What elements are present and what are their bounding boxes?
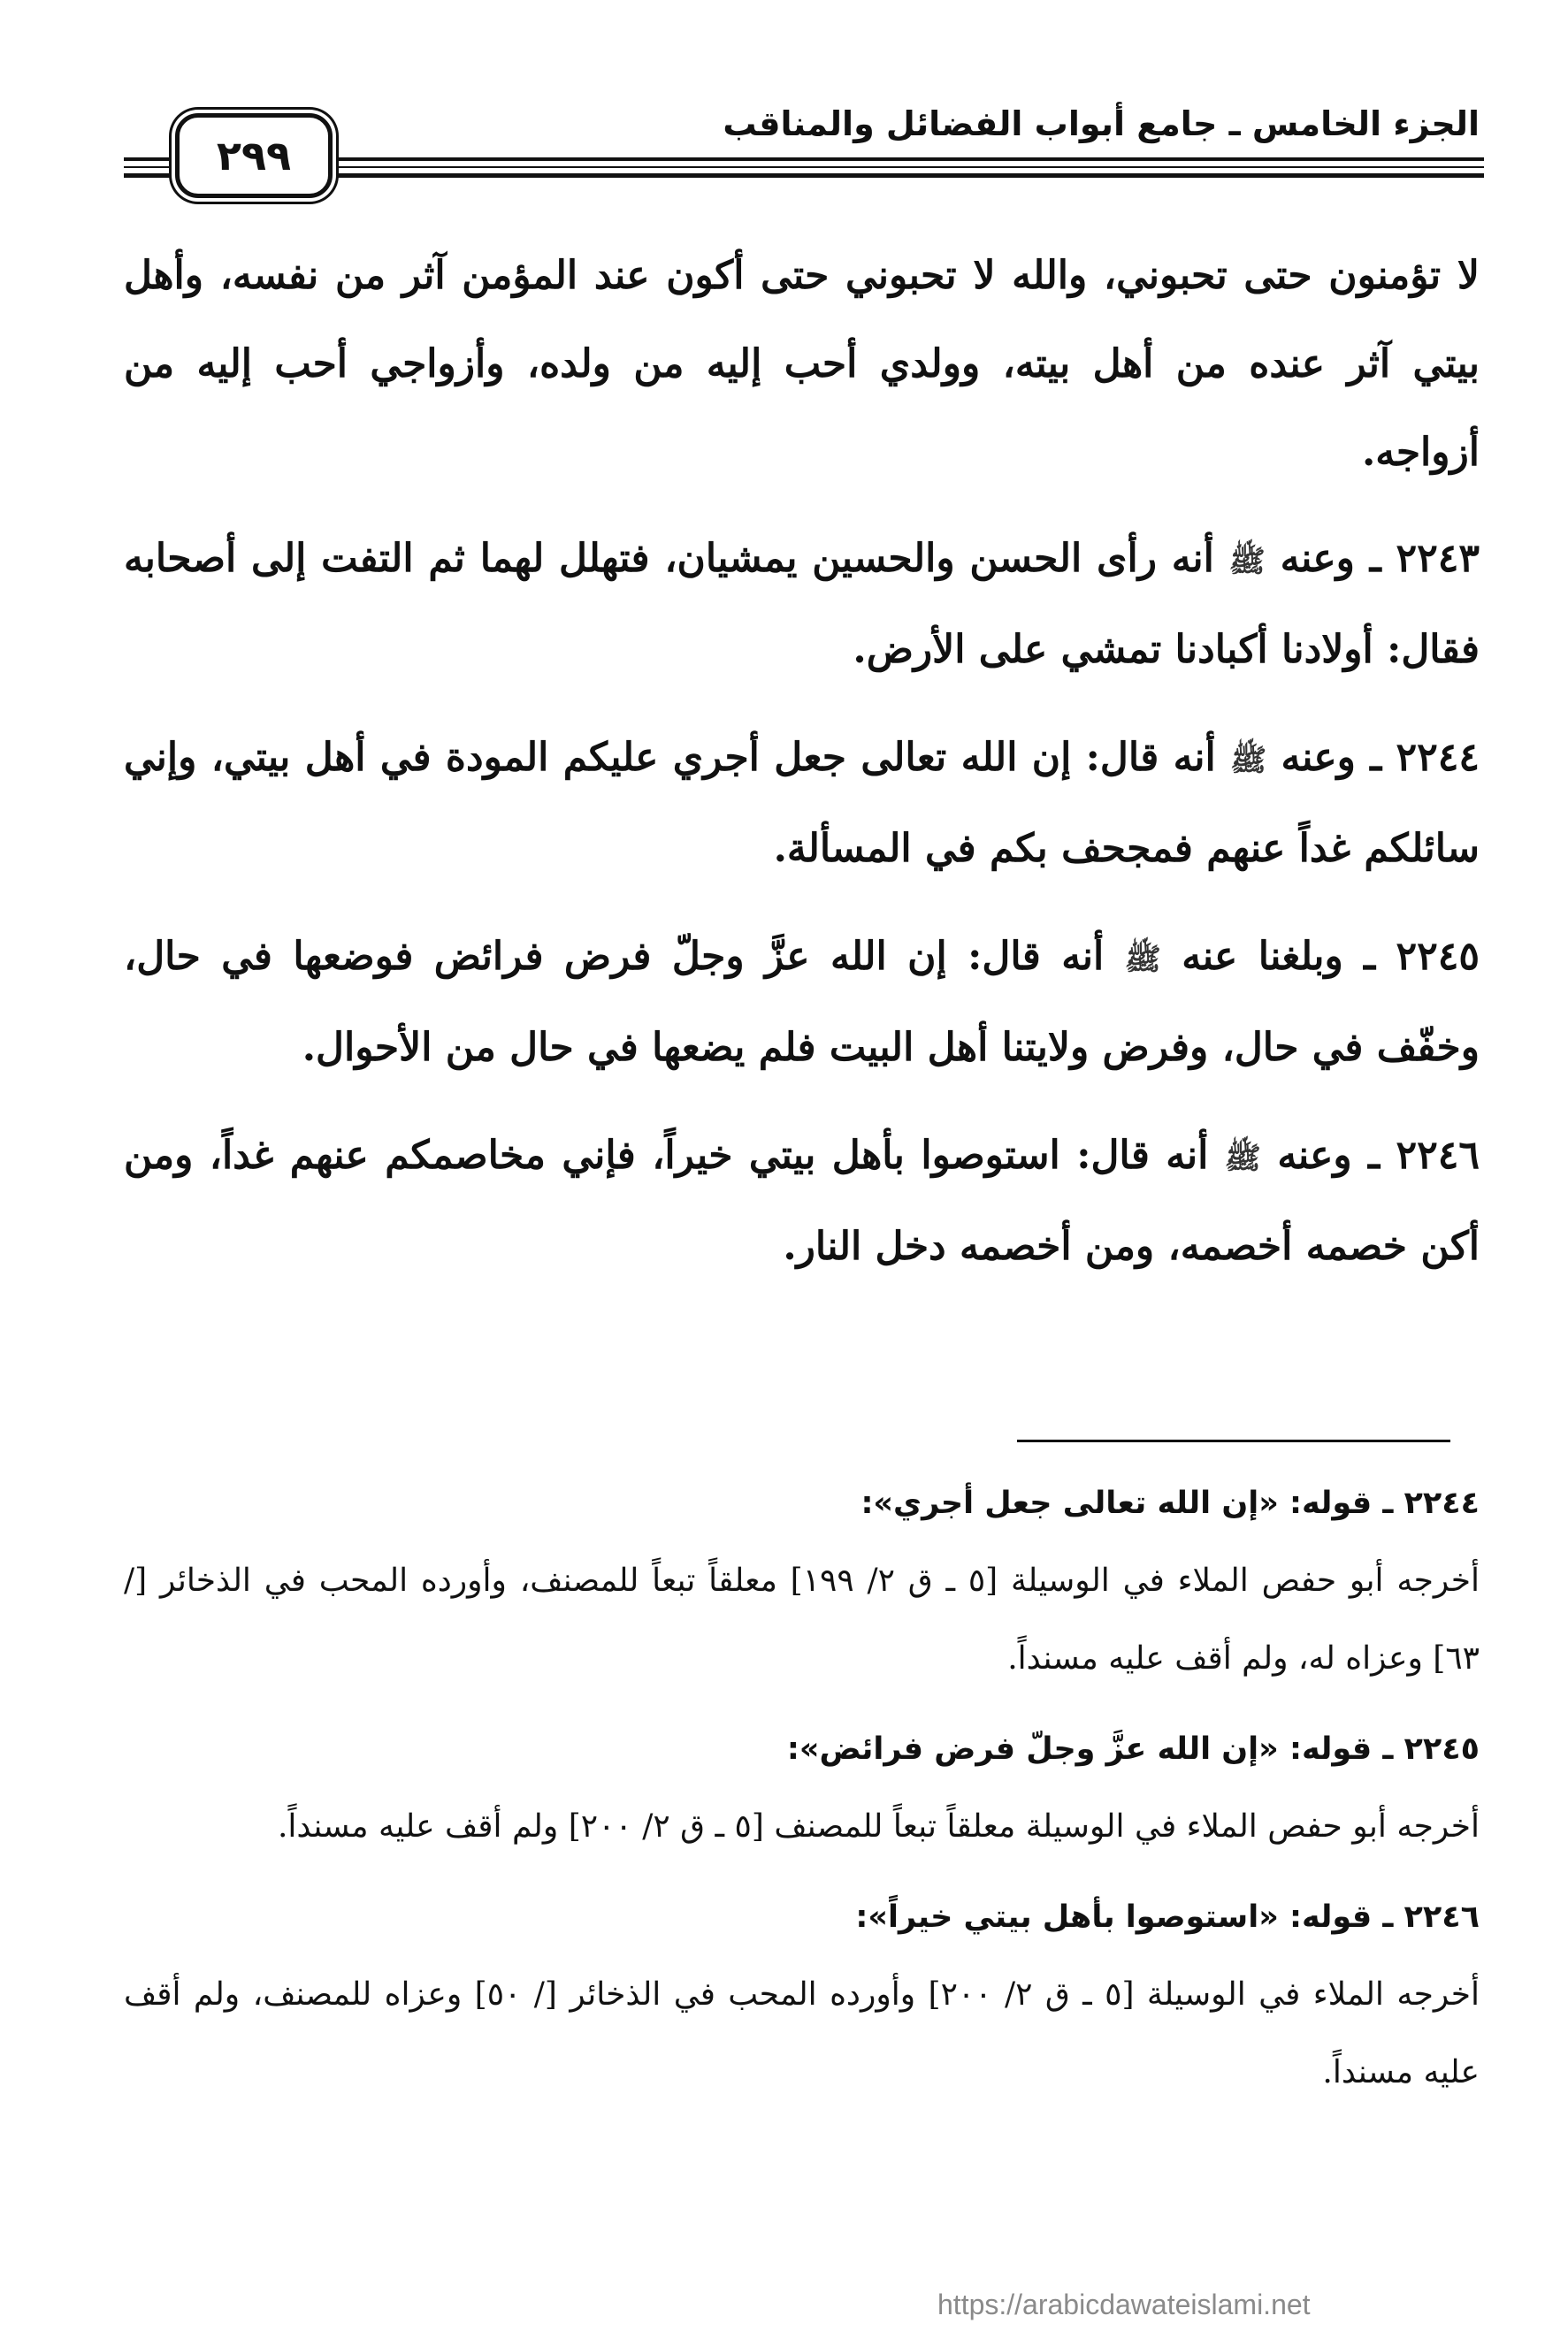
hadith-2243 xyxy=(124,515,1480,694)
hadith-text: أنه قال: استوصوا بأهل بيتي خيراً، فإني مخاصمكم عنهم غداً، ومن أكن خصمه أخصمه، ومن أخصمه دخل النار. xyxy=(124,1133,1480,1269)
watermark-url: https://arabicdawateislami.net xyxy=(937,2289,1311,2320)
footnotes xyxy=(124,1464,1480,2124)
hadith-intro: ـ وعنه xyxy=(1277,1133,1381,1178)
hadith-2244 xyxy=(124,714,1480,893)
hadith-number: ٢٢٤٤ xyxy=(1396,735,1480,780)
main-text xyxy=(124,232,1480,1311)
hadith-number: ٢٢٤٣ xyxy=(1396,536,1480,581)
salutation-glyph: ﷺ xyxy=(1124,942,1161,977)
salutation-glyph: ﷺ xyxy=(1228,544,1266,579)
hadith-intro: ـ وبلغنا عنه xyxy=(1182,934,1376,979)
footnote-2244 xyxy=(124,1464,1480,1698)
footnote-body: أخرجه أبو حفص الملاء في الوسيلة [٥ ـ ق ٢/ ١٩٩] معلقاً تبعاً للمصنف، وأورده المحب في الذخائر [/ ٦٣] وعزاه له، ولم أقف عليه مسنداً. xyxy=(124,1563,1480,1677)
running-title: الجزء الخامس ـ جامع أبواب الفضائل والمناقب xyxy=(723,104,1480,143)
footnote-2246 xyxy=(124,1878,1480,2112)
hadith-number: ٢٢٤٥ xyxy=(1396,934,1480,979)
footnote-body: أخرجه الملاء في الوسيلة [٥ ـ ق ٢/ ٢٠٠] وأورده المحب في الذخائر [/ ٥٠] وعزاه للمصنف، ولم أقف عليه مسنداً. xyxy=(124,1976,1480,2090)
hadith-number: ٢٢٤٦ xyxy=(1396,1133,1480,1178)
hadith-text: أنه قال: إن الله عزَّ وجلّ فرض فرائض فوضعها في حال، وخفّف في حال، وفرض ولايتنا أهل البيت فلم يضعها في حال من الأحوال. xyxy=(124,934,1480,1070)
salutation-glyph: ﷺ xyxy=(1224,1141,1261,1176)
paragraph-continuation: لا تؤمنون حتى تحبوني، والله لا تحبوني حتى أكون عند المؤمن آثر من نفسه، وأهل بيتي آثر عنده من أهل بيته، وولدي أحب إليه من ولده، وأزواجي أحب إليه من أزواجه. xyxy=(124,253,1480,475)
footnote-heading: ٢٢٤٦ ـ قوله: «استوصوا بأهل بيتي خيراً»: xyxy=(855,1899,1480,1935)
footnote-2245 xyxy=(124,1710,1480,1866)
hadith-text: أنه رأى الحسن والحسين يمشيان، فتهلل لهما ثم التفت إلى أصحابه فقال: أولادنا أكبادنا تمشي على الأرض. xyxy=(124,536,1480,672)
hadith-text: أنه قال: إن الله تعالى جعل أجري عليكم المودة في أهل بيتي، وإني سائلكم غداً عنهم فمجحف بكم في المسألة. xyxy=(124,735,1480,871)
footnote-heading: ٢٢٤٥ ـ قوله: «إن الله عزَّ وجلّ فرض فرائض»: xyxy=(786,1731,1480,1767)
page-number-frame xyxy=(175,113,333,198)
footnote-body: أخرجه أبو حفص الملاء في الوسيلة معلقاً تبعاً للمصنف [٥ ـ ق ٢/ ٢٠٠] ولم أقف عليه مسنداً. xyxy=(277,1808,1480,1845)
footnote-separator xyxy=(1017,1440,1450,1442)
page-number: ٢٩٩ xyxy=(216,132,292,180)
hadith-2245 xyxy=(124,913,1480,1092)
salutation-glyph: ﷺ xyxy=(1230,743,1267,778)
footnote-heading: ٢٢٤٤ ـ قوله: «إن الله تعالى جعل أجري»: xyxy=(860,1486,1480,1521)
hadith-intro: ـ وعنه xyxy=(1281,735,1382,780)
hadith-intro: ـ وعنه xyxy=(1280,536,1381,581)
hadith-2246 xyxy=(124,1112,1480,1291)
